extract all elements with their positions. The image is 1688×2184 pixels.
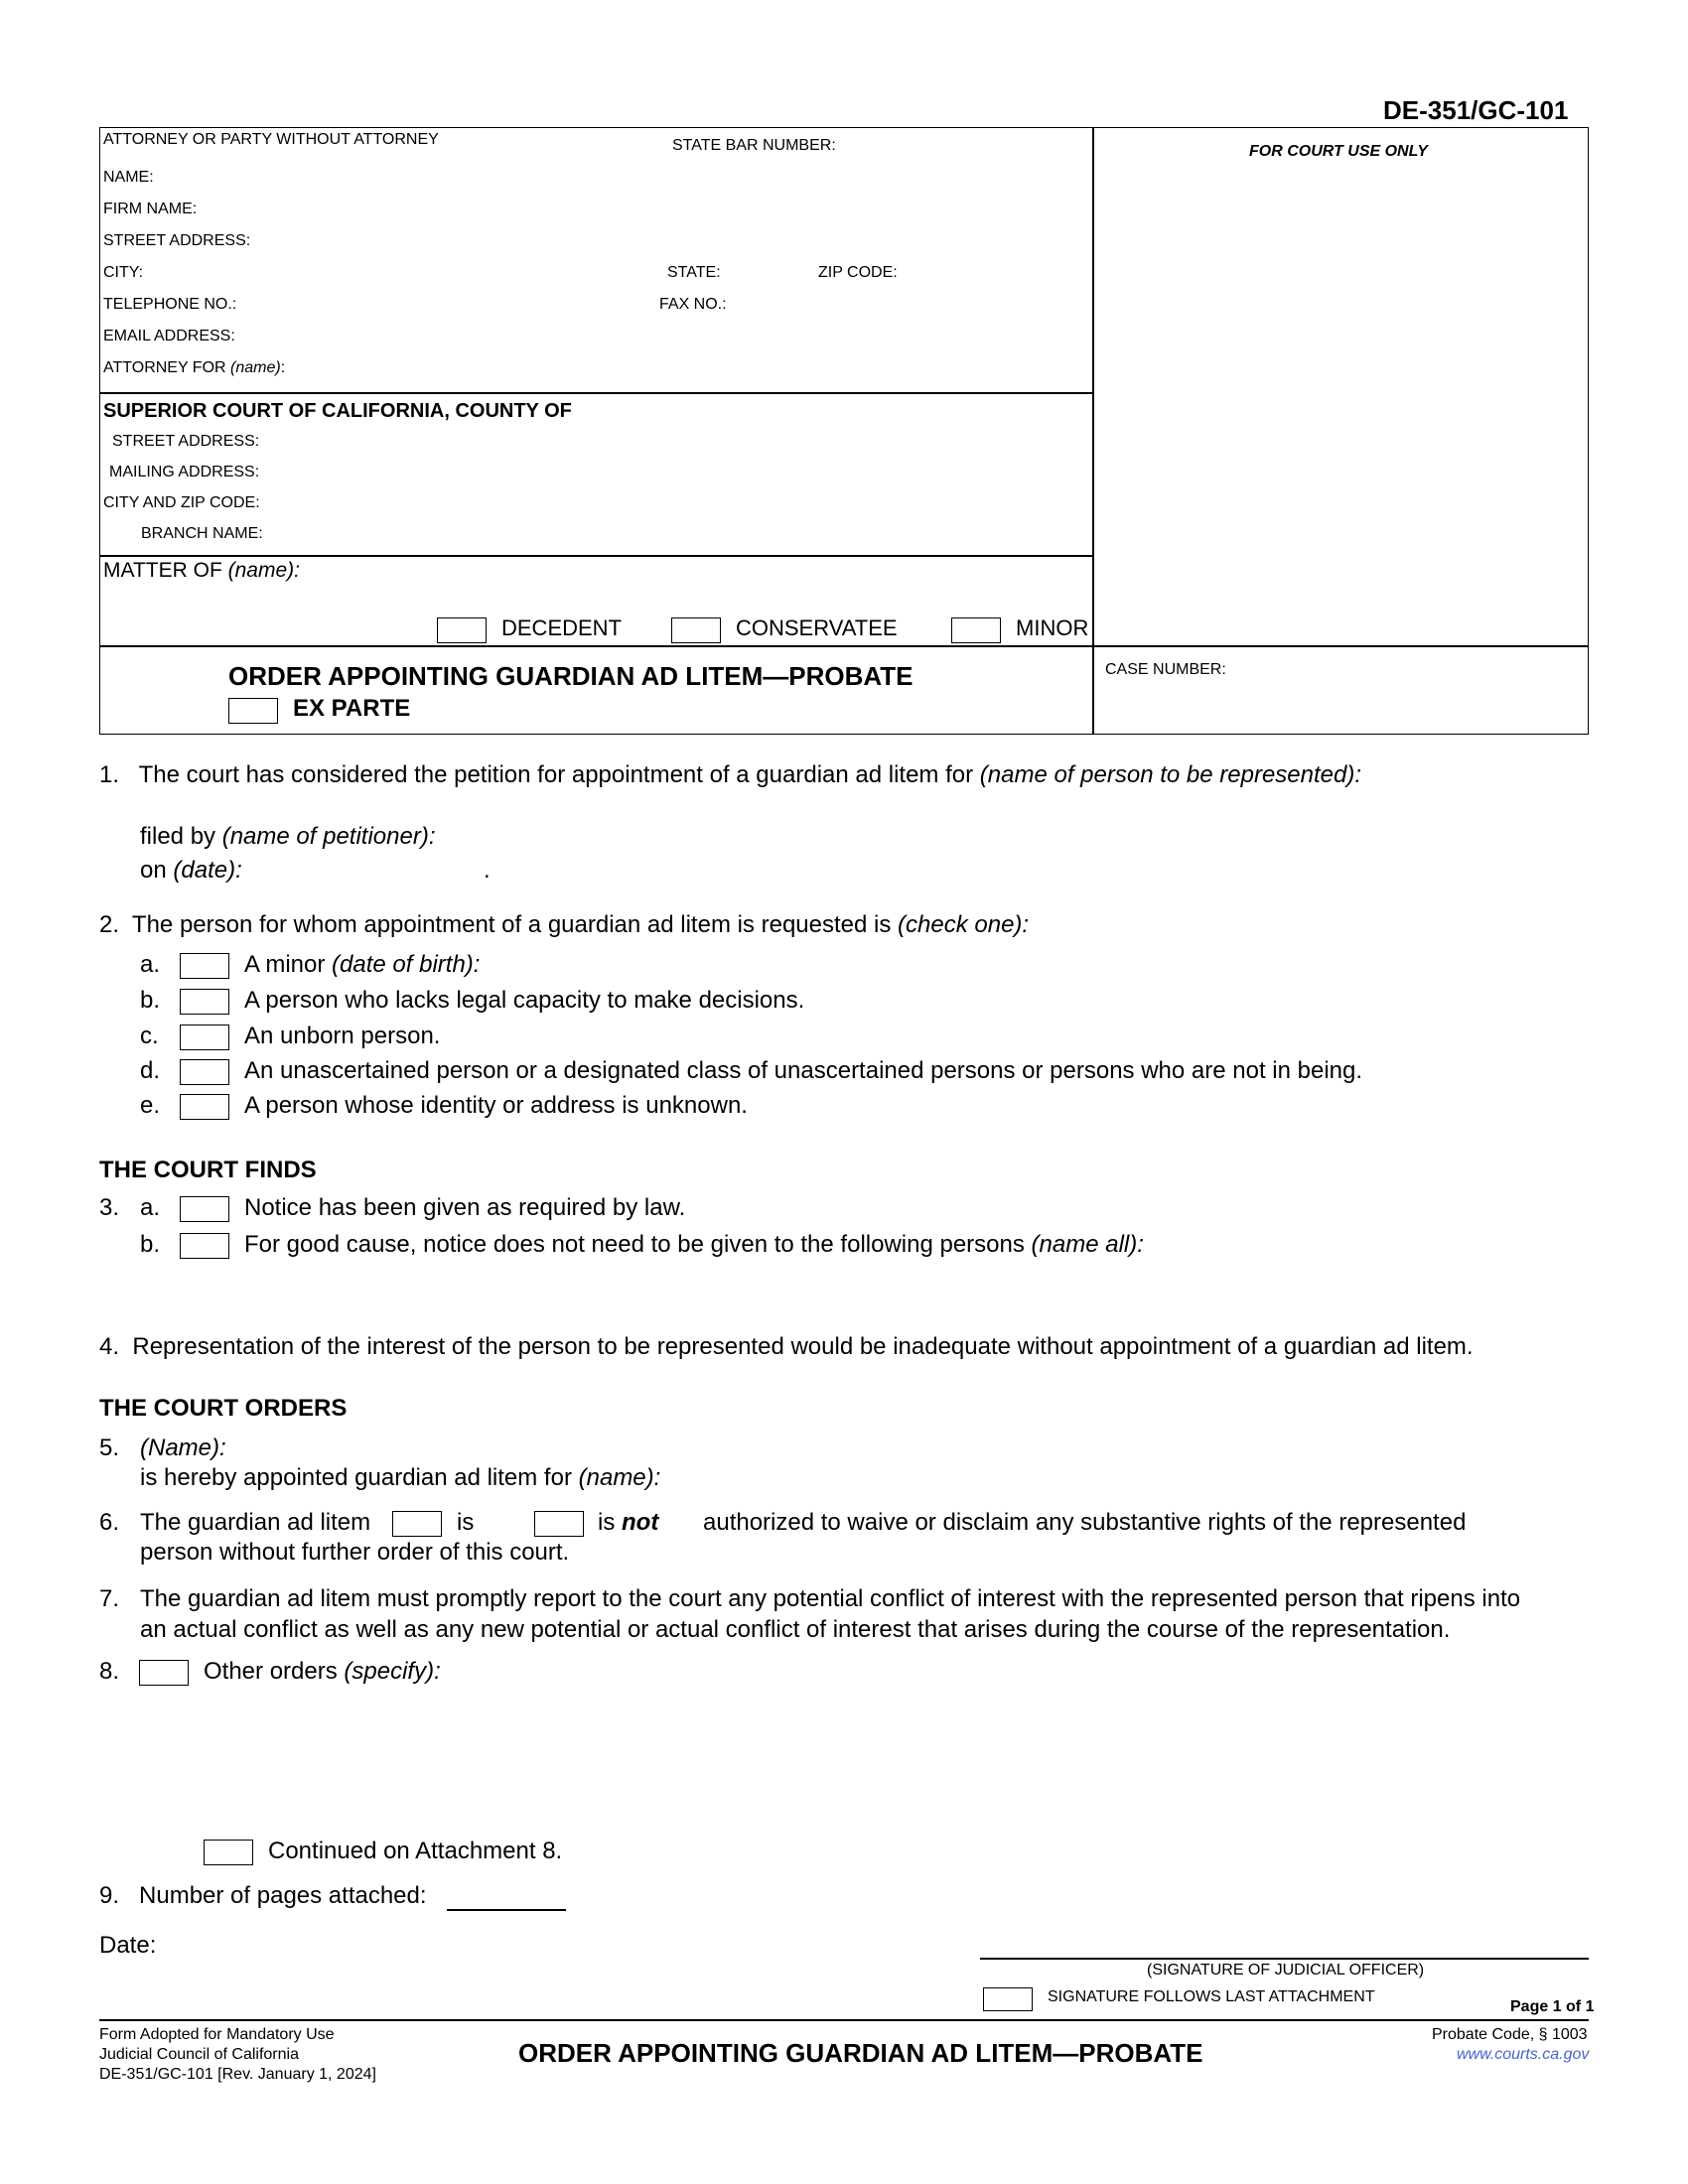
item-5-text: is hereby appointed guardian ad litem for (name):	[140, 1464, 661, 1491]
item-2c-letter: c.	[140, 1023, 159, 1049]
matter-title-divider	[99, 645, 1589, 647]
item-3b-checkbox[interactable]	[180, 1233, 229, 1259]
name-label: NAME:	[103, 169, 154, 186]
footer-title: ORDER APPOINTING GUARDIAN AD LITEM—PROBATE	[518, 2038, 1203, 2068]
item-2e-checkbox[interactable]	[180, 1094, 229, 1120]
street-address-label: STREET ADDRESS:	[103, 232, 251, 249]
item-1-on-date: on (date):	[140, 857, 242, 884]
item-7-num: 7.	[99, 1585, 120, 1612]
item-2b-letter: b.	[140, 987, 161, 1014]
matter-of-label: MATTER OF (name):	[103, 559, 300, 582]
item-6-text-1: The guardian ad litem	[140, 1509, 371, 1536]
caption-vertical-divider	[1092, 127, 1094, 735]
item-2a-checkbox[interactable]	[180, 953, 229, 979]
item-1-period: .	[484, 857, 491, 884]
item-8-num: 8.	[99, 1658, 120, 1685]
zip-label: ZIP CODE:	[818, 264, 898, 281]
item-8-checkbox[interactable]	[139, 1660, 189, 1686]
court-title: SUPERIOR COURT OF CALIFORNIA, COUNTY OF	[103, 400, 572, 422]
court-branch-label: BRANCH NAME:	[141, 525, 263, 542]
ex-parte-checkbox[interactable]	[228, 698, 278, 724]
state-label: STATE:	[667, 264, 721, 281]
date-label: Date:	[99, 1932, 157, 1959]
minor-checkbox[interactable]	[951, 617, 1001, 643]
email-label: EMAIL ADDRESS:	[103, 328, 235, 344]
court-cityzip-label: CITY AND ZIP CODE:	[103, 494, 260, 511]
decedent-checkbox[interactable]	[437, 617, 487, 643]
footer-url-link[interactable]: www.courts.ca.gov	[1457, 2046, 1590, 2063]
court-matter-divider	[99, 555, 1092, 557]
item-3b-text: For good cause, notice does not need to be given to the following persons (name all):	[244, 1231, 1144, 1258]
state-bar-label: STATE BAR NUMBER:	[672, 137, 836, 154]
attorney-header: ATTORNEY OR PARTY WITHOUT ATTORNEY	[103, 131, 439, 148]
item-7-line-2: an actual conflict as well as any new potential or actual conflict of interest that arises during the course of the representation.	[140, 1616, 1451, 1643]
footer-adopted-3: DE-351/GC-101 [Rev. January 1, 2024]	[99, 2066, 376, 2083]
item-2b-checkbox[interactable]	[180, 989, 229, 1015]
city-label: CITY:	[103, 264, 144, 281]
footer-probate-code: Probate Code, § 1003	[1432, 2026, 1588, 2043]
attachment-8-checkbox[interactable]	[204, 1840, 253, 1865]
conservatee-checkbox[interactable]	[671, 617, 721, 643]
item-6-text-3: person without further order of this court.	[140, 1539, 570, 1566]
item-6-is-checkbox[interactable]	[392, 1511, 442, 1537]
court-use-label: FOR COURT USE ONLY	[1249, 143, 1428, 160]
signature-follows-checkbox[interactable]	[983, 1987, 1033, 2011]
item-2b-text: A person who lacks legal capacity to make decisions.	[244, 987, 805, 1014]
case-number-label: CASE NUMBER:	[1105, 661, 1226, 678]
signature-label: (SIGNATURE OF JUDICIAL OFFICER)	[1147, 1962, 1425, 1979]
item-6-text-2: authorized to waive or disclaim any substantive rights of the represented	[703, 1509, 1467, 1536]
court-mailing-label: MAILING ADDRESS:	[109, 464, 260, 480]
item-3a-checkbox[interactable]	[180, 1196, 229, 1222]
item-8-text: Other orders (specify):	[204, 1658, 441, 1685]
signature-follows-label: SIGNATURE FOLLOWS LAST ATTACHMENT	[1048, 1988, 1375, 2005]
caption-box	[99, 127, 1589, 735]
item-2d-checkbox[interactable]	[180, 1059, 229, 1085]
item-5-num: 5.	[99, 1434, 120, 1461]
minor-label: MINOR	[1016, 615, 1089, 640]
telephone-label: TELEPHONE NO.:	[103, 296, 237, 313]
pages-attached-line	[447, 1909, 566, 1911]
item-2d-letter: d.	[140, 1057, 161, 1084]
form-title: ORDER APPOINTING GUARDIAN AD LITEM—PROBATE	[228, 661, 914, 691]
item-6-is-not-label: is not	[598, 1509, 659, 1536]
conservatee-label: CONSERVATEE	[736, 615, 898, 640]
item-5-name-label: (Name):	[140, 1434, 226, 1461]
item-3a-letter: a.	[140, 1194, 161, 1221]
form-number: DE-351/GC-101	[1383, 95, 1569, 125]
item-6-is-label: is	[457, 1509, 475, 1536]
item-7-line-1: The guardian ad litem must promptly report to the court any potential conflict of interest with the represented person that ripens into	[140, 1585, 1521, 1612]
item-3b-letter: b.	[140, 1231, 161, 1258]
attorney-for-label: ATTORNEY FOR (name):	[103, 359, 286, 376]
ex-parte-label: EX PARTE	[293, 695, 411, 722]
item-6-is-not-checkbox[interactable]	[534, 1511, 584, 1537]
item-2e-text: A person whose identity or address is unknown.	[244, 1092, 748, 1119]
item-3-num: 3.	[99, 1194, 120, 1221]
item-2c-checkbox[interactable]	[180, 1024, 229, 1050]
item-2: 2. The person for whom appointment of a guardian ad litem is requested is (check one):	[99, 911, 1030, 938]
court-orders-heading: THE COURT ORDERS	[99, 1395, 348, 1422]
item-1: 1. The court has considered the petition for appointment of a guardian ad litem for (name of person to be represented):	[99, 761, 1362, 788]
item-2a-text: A minor (date of birth):	[244, 951, 481, 978]
firm-name-label: FIRM NAME:	[103, 201, 198, 217]
item-4: 4. Representation of the interest of the person to be represented would be inadequate without appointment of a guardian ad litem.	[99, 1333, 1474, 1360]
item-2e-letter: e.	[140, 1092, 161, 1119]
footer-adopted-2: Judicial Council of California	[99, 2046, 299, 2063]
item-3a-text: Notice has been given as required by law.	[244, 1194, 686, 1221]
attorney-court-divider	[99, 392, 1092, 394]
attachment-8-label: Continued on Attachment 8.	[268, 1838, 563, 1864]
fax-label: FAX NO.:	[659, 296, 727, 313]
court-street-label: STREET ADDRESS:	[112, 433, 260, 450]
item-2a-letter: a.	[140, 951, 161, 978]
footer-adopted-1: Form Adopted for Mandatory Use	[99, 2026, 335, 2043]
decedent-label: DECEDENT	[501, 615, 623, 640]
item-9: 9. Number of pages attached:	[99, 1882, 427, 1909]
item-1-filed-by: filed by (name of petitioner):	[140, 823, 436, 850]
item-2d-text: An unascertained person or a designated class of unascertained persons or persons who are not in being.	[244, 1057, 1363, 1084]
item-2c-text: An unborn person.	[244, 1023, 441, 1049]
page-number: Page 1 of 1	[1510, 1998, 1595, 2015]
signature-line	[980, 1958, 1589, 1960]
item-6-num: 6.	[99, 1509, 120, 1536]
footer-line	[99, 2019, 1589, 2021]
court-finds-heading: THE COURT FINDS	[99, 1157, 317, 1183]
